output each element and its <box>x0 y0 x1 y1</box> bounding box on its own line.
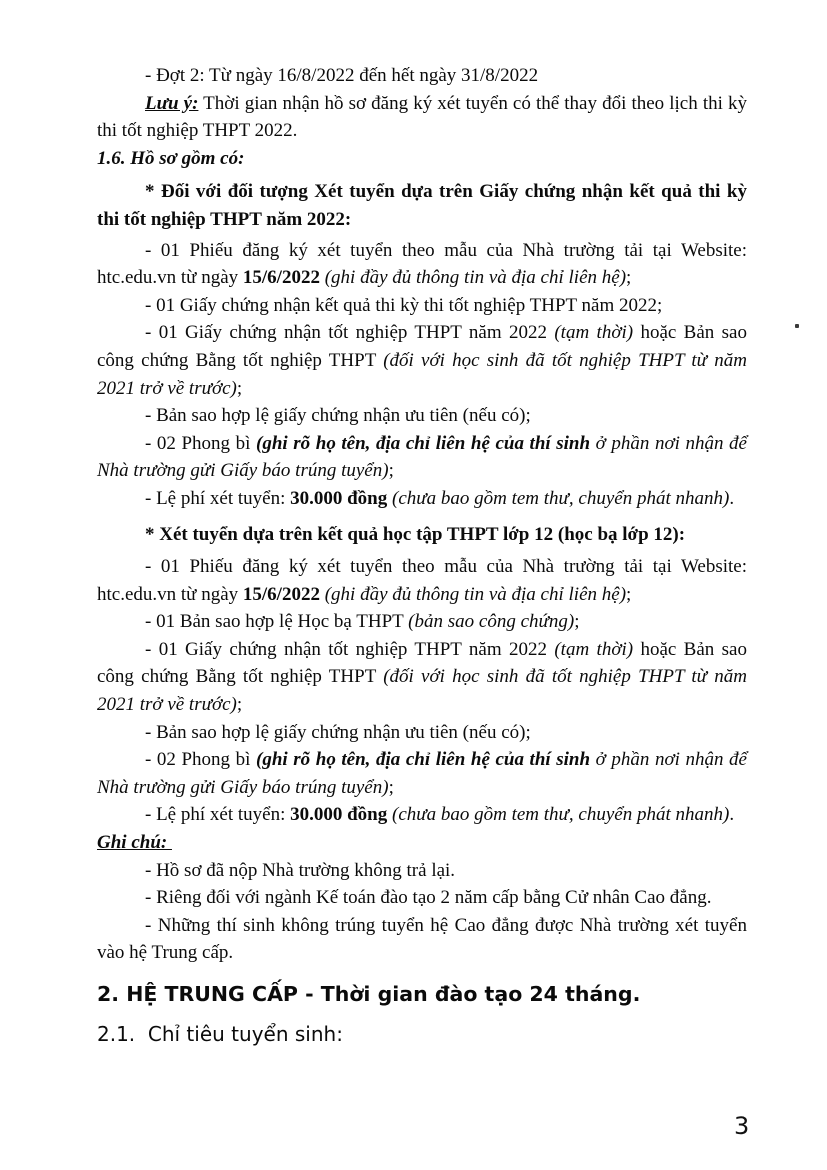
paragraph-note-ho-so <box>97 857 747 885</box>
text-run: - 01 Phiếu đăng ký xét tuyển theo mẫu của Nhà trường tải tại Website: htc.edu.vn từ ngày <box>97 556 747 605</box>
italic-note: ở phần nơi nhận để Nhà trường gửi Giấy báo trúng tuyển) <box>97 749 747 798</box>
paragraph-luu-y <box>97 90 747 145</box>
text-run: * Đối với đối tượng Xét tuyển dựa trên Giấy chứng nhận kết quả thi kỳ thi tốt nghiệp THPT năm 2022: <box>97 181 747 230</box>
italic-note: (tạm thời) <box>554 322 634 344</box>
text-run: Thời gian nhận hồ sơ đăng ký xét tuyển có thể thay đổi theo lịch thi kỳ thi tốt nghiệp THPT 2022. <box>97 92 747 142</box>
text-run: - Lệ phí xét tuyển: <box>145 487 291 509</box>
paragraph-le-phi-2 <box>97 801 747 829</box>
text-run: * Xét tuyển dựa trên kết quả học tập THPT lớp 12 (học bạ lớp 12): <box>145 523 686 545</box>
date-bold: 15/6/2022 <box>242 267 320 289</box>
text-run: - Lệ phí xét tuyển: <box>145 804 291 826</box>
text-run: - Đợt 2: Từ ngày 16/8/2022 đến hết ngày 31/8/2022 <box>145 65 539 86</box>
section-2-1-heading <box>97 1019 747 1049</box>
paragraph-phieu-dang-ky-1 <box>97 237 747 292</box>
text-run: - 02 Phong bì <box>145 749 257 771</box>
text-run: - 01 Phiếu đăng ký xét tuyển theo mẫu của Nhà trường tải tại Website: htc.edu.vn từ ngày <box>97 239 747 289</box>
text-run: ; <box>236 694 243 716</box>
page-number: 3 <box>734 1112 750 1140</box>
text-run: ; <box>388 776 394 798</box>
text-run: . <box>729 804 735 826</box>
italic-note: (đối với học sinh đã tốt nghiệp THPT từ năm 2021 trở về trước) <box>97 349 747 399</box>
scan-speck <box>795 324 799 328</box>
paragraph-gcn-tot-nghiep-2 <box>97 636 747 719</box>
paragraph-phieu-dang-ky-2 <box>97 553 747 608</box>
paragraph-phong-bi-1 <box>97 430 747 485</box>
text-run: ; <box>626 583 632 605</box>
date-bold: 15/6/2022 <box>242 583 320 605</box>
italic-note: (ghi đầy đủ thông tin và địa chỉ liên hệ) <box>319 267 627 289</box>
text-run: - Bản sao hợp lệ giấy chứng nhận ưu tiên (nếu có); <box>145 721 531 743</box>
text-run: hoặc Bản sao công chứng Bằng tốt nghiệp THPT <box>97 322 747 371</box>
fee-bold: 30.000 đồng <box>290 804 388 826</box>
italic-note: (đối với học sinh đã tốt nghiệp THPT từ năm 2021 trở về trước) <box>97 666 747 716</box>
luu-y-label: Lưu ý: <box>145 92 199 114</box>
italic-note: (chưa bao gồm tem thư, chuyển phát nhanh) <box>387 804 730 826</box>
text-run: - Những thí sinh không trúng tuyển hệ Cao đẳng được Nhà trường xét tuyển vào hệ Trung cấp. <box>97 914 747 964</box>
text-run: - 01 Bản sao hợp lệ Học bạ THPT <box>145 611 409 633</box>
text-run: ; <box>574 611 580 633</box>
paragraph-dot2 <box>97 62 747 90</box>
paragraph-gcn-ket-qua <box>97 292 747 320</box>
heading-doi-tuong-giay-chung-nhan <box>97 178 747 233</box>
text-run: - 01 Giấy chứng nhận tốt nghiệp THPT năm 2022 <box>145 638 555 660</box>
text-run: - 02 Phong bì <box>145 432 257 454</box>
heading-xet-tuyen-hoc-ba <box>97 521 747 549</box>
fee-bold: 30.000 đồng <box>290 487 388 509</box>
italic-note: ở phần nơi nhận để Nhà trường gửi Giấy báo trúng tuyển) <box>97 432 747 482</box>
section-2-heading <box>97 979 747 1009</box>
text-run: 2. HỆ TRUNG CẤP - Thời gian đào tạo 24 tháng. <box>97 982 641 1006</box>
text-run: - 01 Giấy chứng nhận kết quả thi kỳ thi tốt nghiệp THPT năm 2022; <box>145 294 663 316</box>
text-run: . <box>729 487 735 509</box>
paragraph-gcn-tot-nghiep-1 <box>97 319 747 402</box>
text-run: 2.1. Chỉ tiêu tuyển sinh: <box>97 1022 343 1046</box>
bold-italic-note: (ghi rõ họ tên, địa chỉ liên hệ của thí sinh <box>256 749 591 771</box>
text-run: 1.6. Hồ sơ gồm có: <box>97 147 245 169</box>
italic-note: (tạm thời) <box>554 638 634 660</box>
text-run: ; <box>236 377 243 399</box>
text-run: ; <box>388 460 394 482</box>
text-run: - Riêng đối với ngành Kế toán đào tạo 2 năm cấp bằng Cử nhân Cao đẳng. <box>145 887 712 909</box>
paragraph-hoc-ba <box>97 608 747 636</box>
ghi-chu-heading <box>97 829 747 857</box>
paragraph-phong-bi-2 <box>97 746 747 801</box>
paragraph-uu-tien-1 <box>97 402 747 430</box>
paragraph-note-trung-cap <box>97 912 747 967</box>
italic-note: (chưa bao gồm tem thư, chuyển phát nhanh) <box>387 487 730 509</box>
text-run: - Bản sao hợp lệ giấy chứng nhận ưu tiên (nếu có); <box>145 405 531 427</box>
document-body <box>97 62 747 1049</box>
italic-note: (ghi đầy đủ thông tin và địa chỉ liên hệ) <box>319 583 627 605</box>
text-run: - Hồ sơ đã nộp Nhà trường không trả lại. <box>145 859 456 881</box>
text-run: ; <box>626 267 632 289</box>
ghi-chu-label: Ghi chú: <box>97 832 172 854</box>
bold-italic-note: (ghi rõ họ tên, địa chỉ liên hệ của thí sinh <box>256 432 591 454</box>
paragraph-note-ke-toan <box>97 884 747 912</box>
paragraph-le-phi-1 <box>97 485 747 513</box>
text-run: - 01 Giấy chứng nhận tốt nghiệp THPT năm 2022 <box>145 322 555 344</box>
text-run: hoặc Bản sao công chứng Bằng tốt nghiệp THPT <box>97 638 747 688</box>
paragraph-uu-tien-2 <box>97 719 747 747</box>
italic-note: (bản sao công chứng) <box>408 611 575 633</box>
section-1-6-title <box>97 145 747 173</box>
